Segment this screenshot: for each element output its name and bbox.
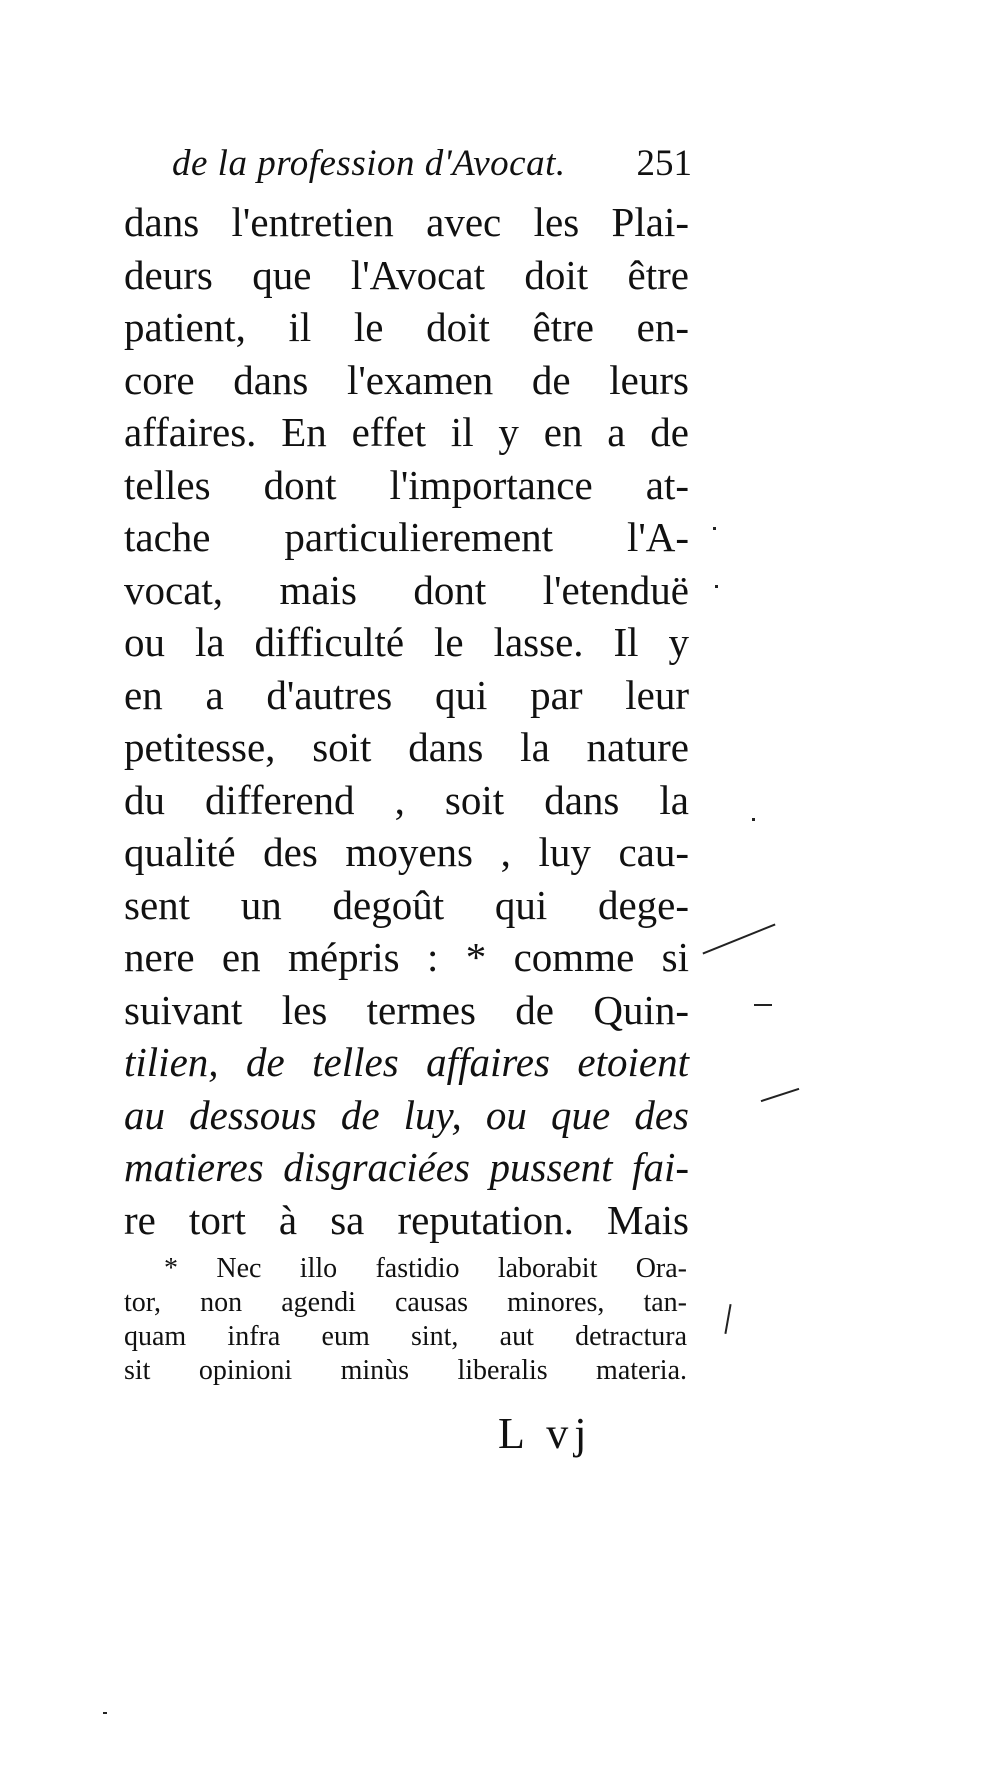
body-line: petitesse, soit dans la nature: [124, 724, 689, 770]
margin-stroke: [754, 1004, 772, 1006]
body-line: dans l'entretien avec les Plai-: [124, 199, 689, 245]
body-line: telles dont l'importance at-: [124, 461, 689, 508]
body-line: core dans l'examen de leurs: [124, 356, 689, 403]
body-line: en a d'autres qui par leur: [124, 671, 689, 718]
body-line: deurs que l'Avocat doit être: [124, 251, 689, 298]
body-line-italic: tilien, de telles affaires etoient: [124, 1039, 689, 1085]
margin-stroke: [702, 923, 775, 954]
body-line: ou la difficulté le lasse. Il y: [124, 619, 689, 665]
page-number: 251: [636, 143, 692, 184]
body-line: qualité des moyens , luy cau-: [124, 829, 689, 875]
signature-mark: L vj: [498, 1409, 593, 1458]
footnote-line: tor, non agendi causas minores, tan-: [124, 1287, 687, 1318]
margin-dot: [752, 818, 755, 821]
page-header: [172, 142, 692, 192]
body-line: re tort à sa reputation. Mais: [124, 1196, 689, 1243]
margin-dot: [713, 527, 716, 530]
body-line: tache particulierement l'A-: [124, 514, 689, 560]
margin-dot: [103, 1712, 107, 1714]
running-head: de la profession d'Avocat.: [172, 143, 566, 184]
margin-stroke: [724, 1304, 731, 1334]
footnote-line: * Nec illo fastidio laborabit Ora-: [164, 1253, 687, 1284]
margin-stroke: [761, 1088, 800, 1102]
body-line: patient, il le doit être en-: [124, 304, 689, 350]
body-line: affaires. En effet il y en a de: [124, 409, 689, 455]
margin-dot: [715, 585, 718, 588]
footnote-line: sit opinioni minùs liberalis materia.: [124, 1355, 687, 1386]
footnote: [124, 1252, 687, 1388]
body-line-italic: au dessous de luy, ou que des: [124, 1091, 689, 1138]
body-line: vocat, mais dont l'etenduë: [124, 566, 689, 613]
body-line: du differend , soit dans la: [124, 776, 689, 823]
footnote-line: quam infra eum sint, aut detractura: [124, 1321, 687, 1352]
body-text: [124, 196, 689, 1246]
body-line: sent un degoût qui dege-: [124, 881, 689, 928]
body-line: suivant les termes de Quin-: [124, 986, 689, 1033]
body-line-italic: matieres disgraciées pussent fai-: [124, 1144, 689, 1190]
body-line: nere en mépris : * comme si: [124, 934, 689, 980]
